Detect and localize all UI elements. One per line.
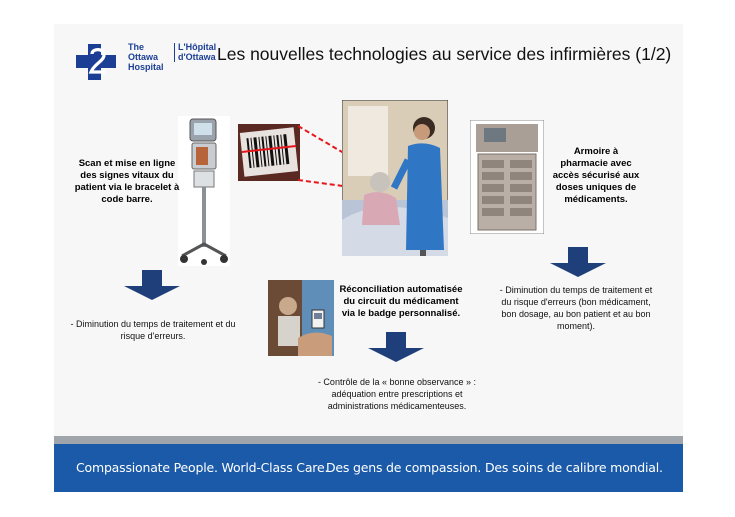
ottawa-hospital-logo-icon <box>74 42 118 82</box>
footer-top-stripe <box>54 436 683 444</box>
down-arrow-icon <box>124 270 180 300</box>
down-arrow-icon <box>550 247 606 277</box>
nurse-patient-photo <box>342 100 448 256</box>
barcode-scan-image <box>238 124 300 181</box>
badge-photo <box>268 280 334 356</box>
left-caption: Scan et mise en ligne des signes vitaux du patient via le bracelet à code barre. <box>74 158 180 205</box>
right-caption: Armoire à pharmacie avec accès sécurisé aux doses uniques de médicaments. <box>552 146 640 205</box>
right-note: - Diminution du temps de traitement et du risque d'erreurs (bon médicament, bon dosage, au bon patient et au bon moment). <box>499 285 653 331</box>
footer-tagline-fr: Des gens de compassion. Des soins de calibre mondial. <box>326 460 663 475</box>
down-arrow-icon <box>368 332 424 362</box>
slide-title: Les nouvelles technologies au service des infirmières (1/2) <box>217 44 672 64</box>
org-name-en: The Ottawa Hospital <box>128 42 164 72</box>
left-note: - Diminution du temps de traitement et du risque d'erreurs. <box>70 319 236 341</box>
org-separator <box>174 43 175 62</box>
center-note: - Contrôle de la « bonne observance » : adéquation entre prescriptions et administrations médicamenteuses. <box>317 377 477 411</box>
org-name-fr: L'Hôpital d'Ottawa <box>178 42 217 62</box>
pharmacy-cabinet-image <box>470 120 544 234</box>
footer-tagline-en: Compassionate People. World-Class Care. <box>76 460 329 475</box>
center-caption: Réconciliation automatisée du circuit du médicament via le badge personnalisé. <box>339 284 463 319</box>
vitals-monitor-image <box>178 116 230 266</box>
